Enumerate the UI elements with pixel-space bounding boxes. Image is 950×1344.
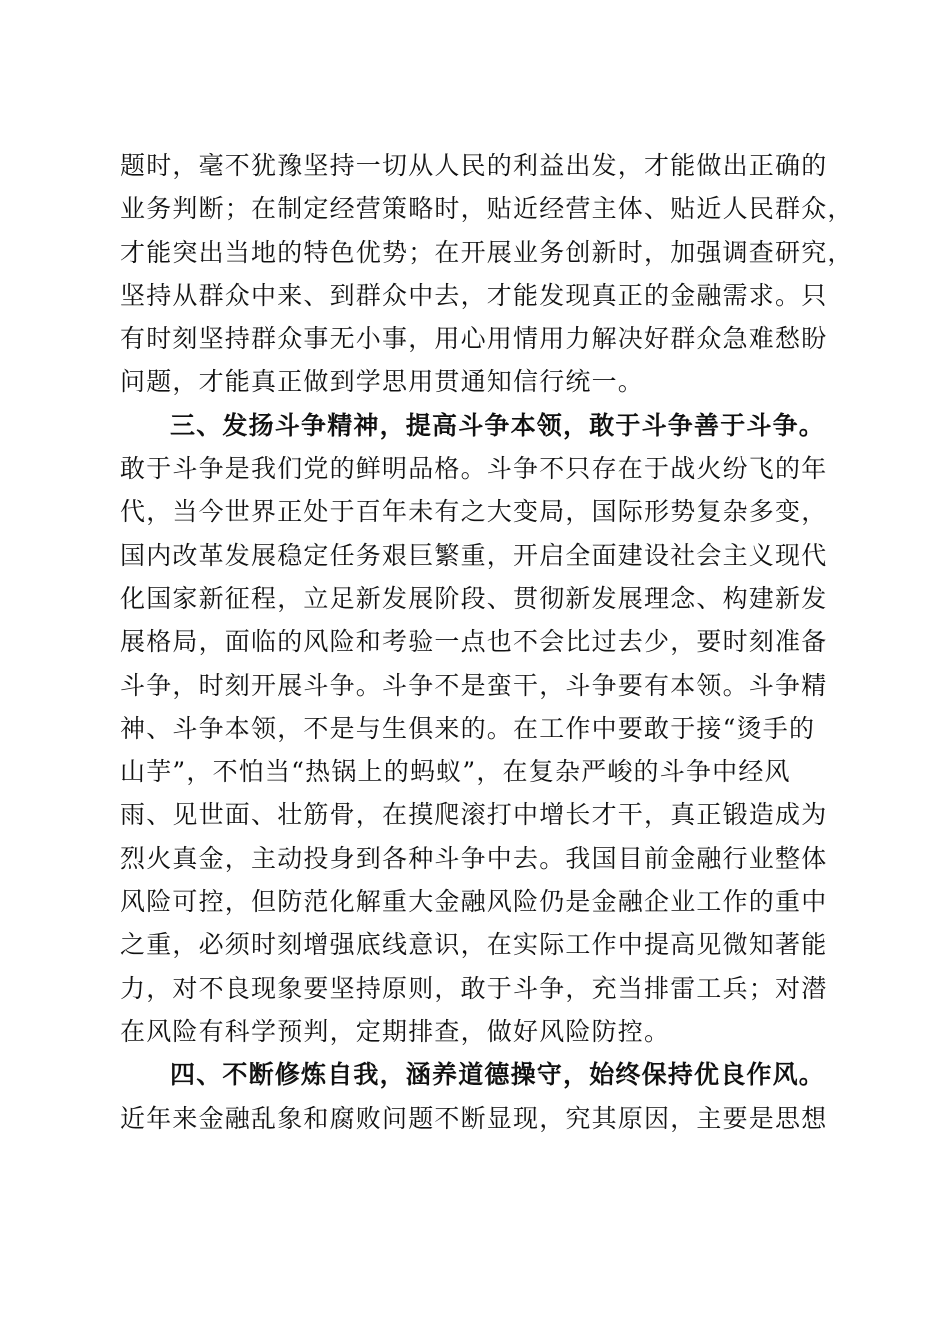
paragraph-line: 近年来金融乱象和腐败问题不断显现，究其原因，主要是思想 bbox=[120, 1103, 828, 1133]
document-body bbox=[120, 144, 854, 1140]
paragraph-line: 之重，必须时刻增强底线意识，在实际工作中提高见微知著能 bbox=[120, 930, 828, 960]
paragraph-line: 力，对不良现象要坚持原则，敢于斗争，充当排雷工兵；对潜 bbox=[120, 973, 828, 1003]
paragraph-line: 题时，毫不犹豫坚持一切从人民的利益出发，才能做出正确的 bbox=[120, 151, 828, 180]
paragraph-line: 才能突出当地的特色优势；在开展业务创新时，加强调查研究， bbox=[120, 237, 854, 267]
paragraph-line: 神、斗争本领，不是与生俱来的。在工作中要敢于接“烫手的 bbox=[120, 713, 816, 743]
paragraph-line: 化国家新征程，立足新发展阶段、贯彻新发展理念、构建新发 bbox=[120, 583, 828, 613]
paragraph-line: 代，当今世界正处于百年未有之大变局，国际形势复杂多变， bbox=[120, 497, 828, 527]
paragraph-line: 业务判断；在制定经营策略时，贴近经营主体、贴近人民群众， bbox=[120, 194, 854, 224]
paragraph-line: 雨、见世面、壮筋骨，在摸爬滚打中增长才干，真正锻造成为 bbox=[120, 800, 828, 830]
paragraph-line: 烈火真金，主动投身到各种斗争中去。我国目前金融行业整体 bbox=[120, 843, 828, 873]
paragraph-line: 山芋”，不怕当“热锅上的蚂蚁”，在复杂严峻的斗争中经风 bbox=[120, 757, 791, 787]
paragraph-line: 有时刻坚持群众事无小事，用心用情用力解决好群众急难愁盼 bbox=[120, 324, 828, 354]
section-heading-3: 三、发扬斗争精神，提高斗争本领，敢于斗争善于斗争。 bbox=[170, 410, 826, 440]
section-heading-4: 四、不断修炼自我，涵养道德操守，始终保持优良作风。 bbox=[170, 1060, 826, 1090]
paragraph-line: 展格局，面临的风险和考验一点也不会比过去少，要时刻准备 bbox=[120, 627, 828, 657]
paragraph-line: 敢于斗争是我们党的鲜明品格。斗争不只存在于战火纷飞的年 bbox=[120, 454, 828, 484]
paragraph-line: 国内改革发展稳定任务艰巨繁重，开启全面建设社会主义现代 bbox=[120, 540, 828, 570]
paragraph-line: 斗争，时刻开展斗争。斗争不是蛮干，斗争要有本领。斗争精 bbox=[120, 670, 828, 700]
paragraph-line: 坚持从群众中来、到群众中去，才能发现真正的金融需求。只 bbox=[120, 280, 828, 310]
paragraph-line: 风险可控，但防范化解重大金融风险仍是金融企业工作的重中 bbox=[120, 887, 828, 917]
paragraph-line: 问题，才能真正做到学思用贯通知信行统一。 bbox=[120, 367, 645, 397]
paragraph-line: 在风险有科学预判，定期排查，做好风险防控。 bbox=[120, 1016, 671, 1046]
